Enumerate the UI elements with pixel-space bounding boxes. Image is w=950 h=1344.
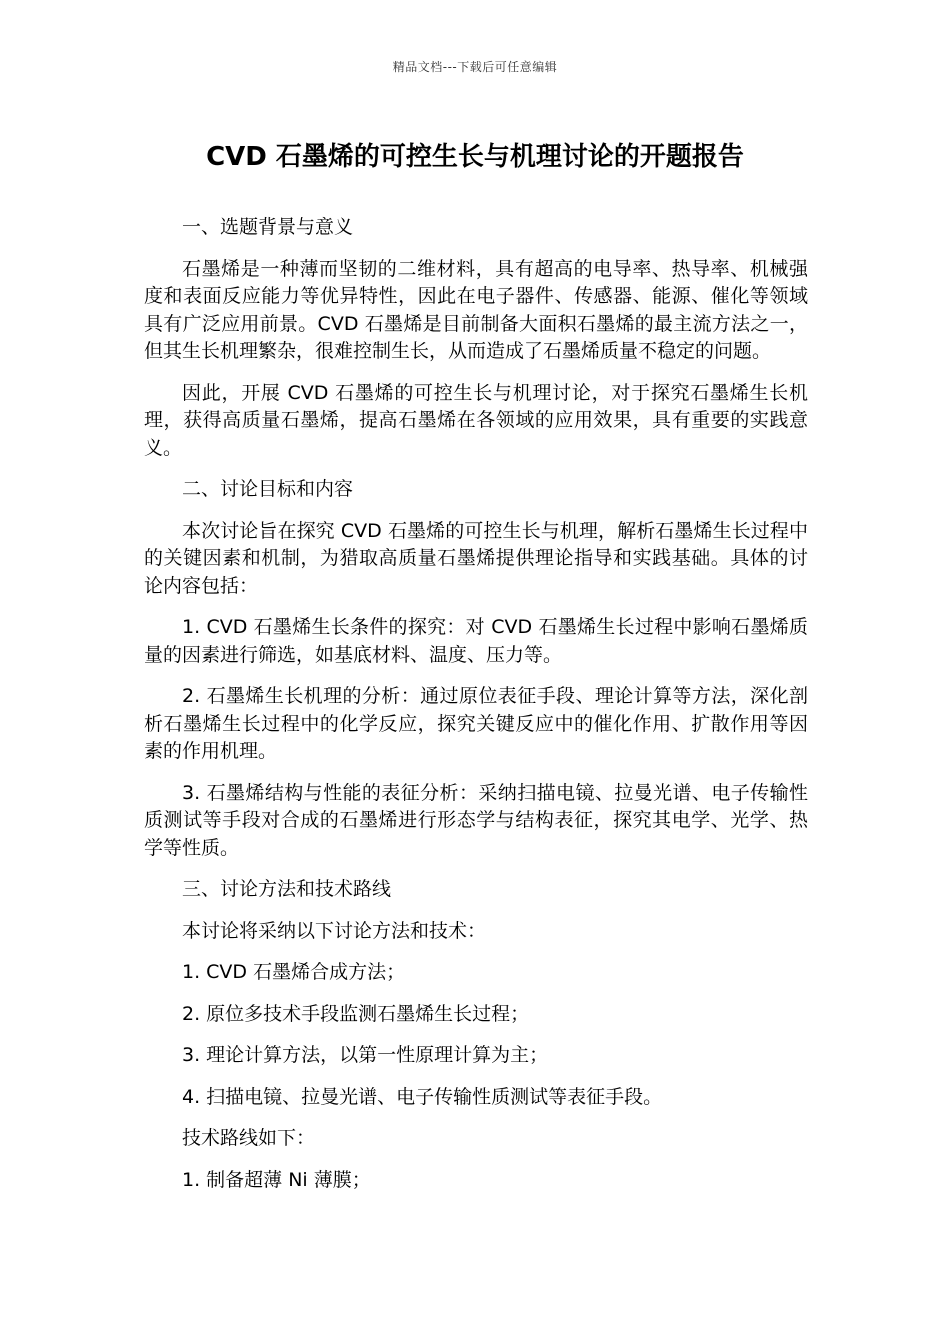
list-item-method-4: 4. 扫描电镜、拉曼光谱、电子传输性质测试等表征手段。 (182, 1085, 663, 1108)
document-body (144, 214, 808, 1208)
section-heading-goals: 二、讨论目标和内容 (182, 478, 354, 500)
section-heading-background: 一、选题背景与意义 (182, 216, 354, 238)
list-item-method-2: 2. 原位多技术手段监测石墨烯生长过程； (182, 1002, 530, 1025)
list-item-method-1: 1. CVD 石墨烯合成方法； (182, 961, 406, 983)
list-item-content-3: 3. 石墨烯结构与性能的表征分析：采纳扫描电镜、拉曼光谱、电子传输性质测试等手段对合成的石墨烯进行形态学与结构表征，探究其电学、光学、热学等性质。 (144, 781, 808, 859)
list-item-route-1: 1. 制备超薄 Ni 薄膜； (182, 1168, 371, 1191)
list-item-content-2: 2. 石墨烯生长机理的分析：通过原位表征手段、理论计算等方法，深化剖析石墨烯生长过程中的化学反应，探究关键反应中的催化作用、扩散作用等因素的作用机理。 (144, 685, 808, 762)
header-note: 精品文档---下载后可任意编辑 (392, 60, 558, 74)
list-item-method-3: 3. 理论计算方法，以第一性原理计算为主； (182, 1044, 549, 1066)
document-title: CVD 石墨烯的可控生长与机理讨论的开题报告 (206, 142, 744, 172)
section-heading-methods: 三、讨论方法和技术路线 (182, 878, 392, 900)
paragraph-background: 石墨烯是一种薄而坚韧的二维材料，具有超高的电导率、热导率、机械强度和表面反应能力等优异特性，因此在电子器件、传感器、能源、催化等领域具有广泛应用前景。CVD 石墨烯是目前制备大面积石墨烯的最主流方法之一，但其生长机理繁杂，很难控制生长，从而造成了石墨烯质量不稳定的问题。 (144, 257, 808, 362)
list-item-content-1: 1. CVD 石墨烯生长条件的探究：对 CVD 石墨烯生长过程中影响石墨烯质量的因素进行筛选，如基底材料、温度、压力等。 (144, 616, 808, 666)
paragraph-route-intro: 技术路线如下： (182, 1127, 316, 1149)
paragraph-significance: 因此，开展 CVD 石墨烯的可控生长与机理讨论，对于探究石墨烯生长机理，获得高质量石墨烯，提高石墨烯在各领域的应用效果，具有重要的实践意义。 (144, 381, 808, 459)
paragraph-goals: 本次讨论旨在探究 CVD 石墨烯的可控生长与机理，解析石墨烯生长过程中的关键因素和机制，为猎取高质量石墨烯提供理论指导和实践基础。具体的讨论内容包括： (144, 519, 808, 597)
paragraph-methods-intro: 本讨论将采纳以下讨论方法和技术： (182, 919, 487, 942)
